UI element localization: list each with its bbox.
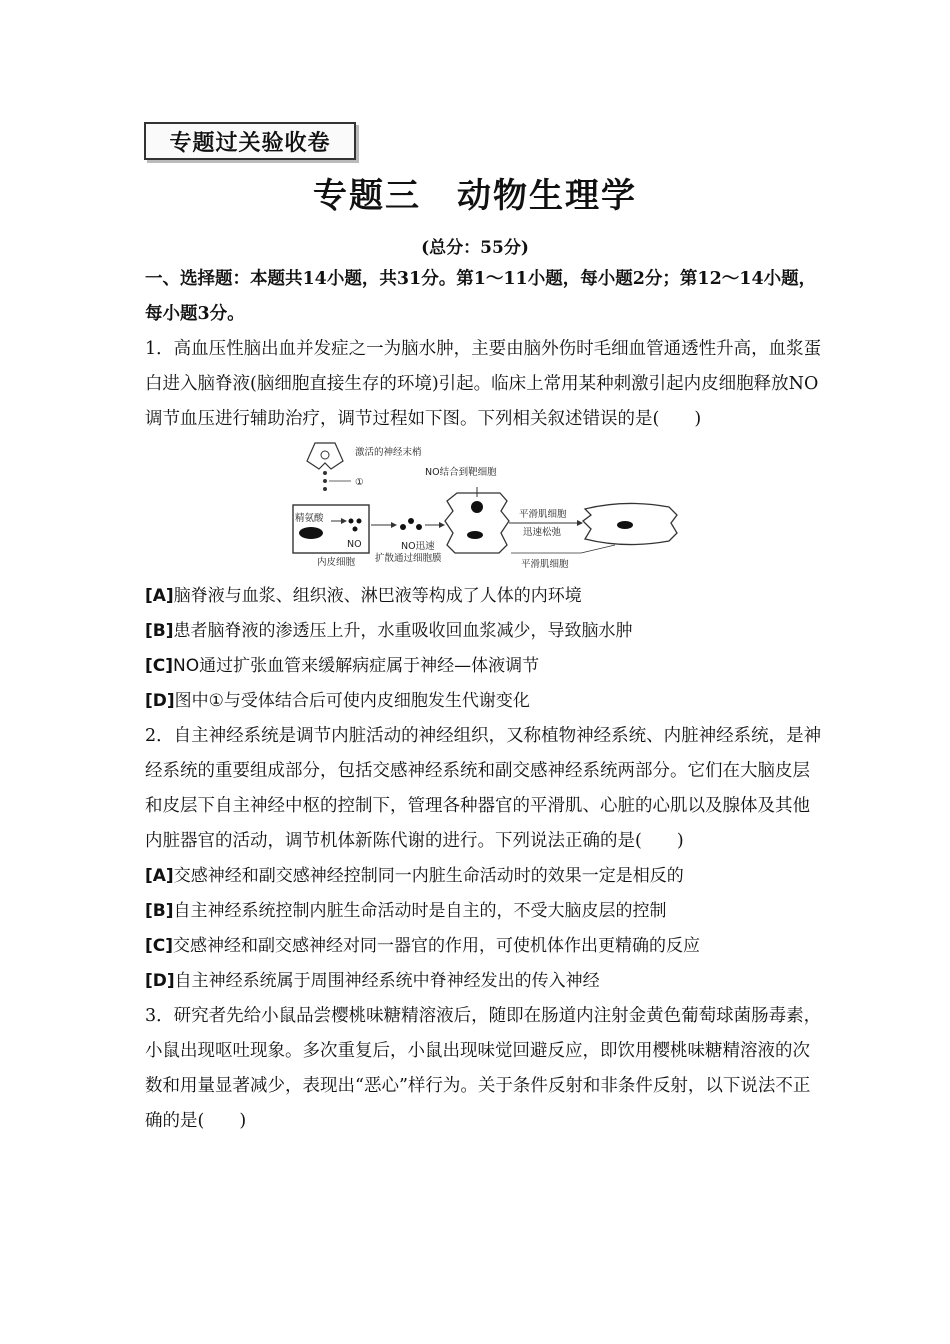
smooth-cell-label: 平滑肌细胞 xyxy=(521,559,569,570)
total-score: (总分：55分) xyxy=(421,238,529,258)
arginine-label: 精氨酸 xyxy=(295,513,324,524)
transmitter-dot xyxy=(323,487,327,491)
endothelial-label: 内皮细胞 xyxy=(317,557,356,568)
no-molecule xyxy=(349,519,354,524)
no-molecule xyxy=(357,519,362,524)
q1-option-b: [B]患者脑脊液的渗透压上升，水重吸收回血浆减少，导致脑水肿 xyxy=(145,621,633,641)
target-nucleus xyxy=(467,531,483,539)
q2-option-c: [C]交感神经和副交感神经对同一器官的作用，可使机体作出更精确的反应 xyxy=(145,936,701,956)
no-molecule xyxy=(400,524,406,530)
relaxed-nucleus xyxy=(617,521,633,529)
q2-option-b: [B]自主神经系统控制内脏生命活动时是自主的，不受大脑皮层的控制 xyxy=(145,901,667,921)
circle-1-label: ① xyxy=(355,477,364,488)
question-1-stem: 1．高血压性脑出血并发症之一为脑水肿，主要由脑外伤时毛细血管通透性升高，血浆蛋白进入脑脊液(脑细胞直接生存的环境)引起。临床上常用某种刺激引起内皮细胞释放NO调节血压进行辅助治疗，调节过程如下图。下列相关叙述错误的是( ) xyxy=(145,339,822,429)
no-molecule xyxy=(353,527,358,532)
endothelial-nucleus xyxy=(299,527,323,539)
no-bind-label: NO结合到靶细胞 xyxy=(425,467,497,478)
arrowhead xyxy=(391,522,397,528)
no-label: NO xyxy=(347,539,362,550)
q2-option-a: [A]交感神经和副交感神经控制同一内脏生命活动时的效果一定是相反的 xyxy=(145,866,684,886)
banner-label: 专题过关验收卷 xyxy=(144,122,356,160)
question-3-stem: 3．研究者先给小鼠品尝樱桃味糖精溶液后，随即在肠道内注射金黄色葡萄球菌肠毒素，小鼠出现呕吐现象。多次重复后，小鼠出现味觉回避反应，即饮用樱桃味糖精溶液的次数和用量显著减少，表现出“恶心”样行为。关于条件反射和非条件反射，以下说法不正确的是( ) xyxy=(145,1006,822,1131)
nerve-ending-label: 激活的神经末梢 xyxy=(355,447,422,458)
page-title: 专题三 动物生理学 xyxy=(313,176,637,216)
diagram-svg xyxy=(285,441,685,579)
q2-option-d: [D]自主神经系统属于周围神经系统中脊神经发出的传入神经 xyxy=(145,971,600,991)
no-fast-label: NO迅速 xyxy=(401,541,435,552)
label-line xyxy=(581,545,615,553)
transmitter-dot xyxy=(323,471,327,475)
question-body xyxy=(145,262,825,1139)
q1-option-d: [D]图中①与受体结合后可使内皮细胞发生代谢变化 xyxy=(145,691,530,711)
no-regulation-diagram xyxy=(285,441,685,579)
q1-option-c: [C]NO通过扩张血管来缓解病症属于神经—体液调节 xyxy=(145,656,540,676)
question-2-stem: 2．自主神经系统是调节内脏活动的神经组织，又称植物神经系统、内脏神经系统，是神经系统的重要组成部分，包括交感神经系统和副交感神经系统两部分。它们在大脑皮层和皮层下自主神经中枢的控制下，管理各种器官的平滑肌、心脏的心肌以及腺体及其他内脏器官的活动，调节机体新陈代谢的进行。下列说法正确的是( ) xyxy=(145,726,822,851)
arrowhead xyxy=(439,522,445,528)
relax-label-2: 迅速松弛 xyxy=(523,527,562,538)
arrowhead xyxy=(341,518,347,524)
q1-option-a: [A]脑脊液与血浆、组织液、淋巴液等构成了人体的内环境 xyxy=(145,586,582,606)
diffuse-label: 扩散通过细胞膜 xyxy=(375,553,442,564)
vesicle xyxy=(321,451,329,459)
transmitter-dot xyxy=(323,479,327,483)
no-molecule xyxy=(408,518,414,524)
relax-label-1: 平滑肌细胞 xyxy=(519,509,567,520)
receptor xyxy=(471,501,483,513)
no-molecule xyxy=(416,524,422,530)
section-heading: 一、选择题：本题共14小题，共31分。第1～11小题，每小题2分；第12～14小题，每小题3分。 xyxy=(145,269,817,324)
